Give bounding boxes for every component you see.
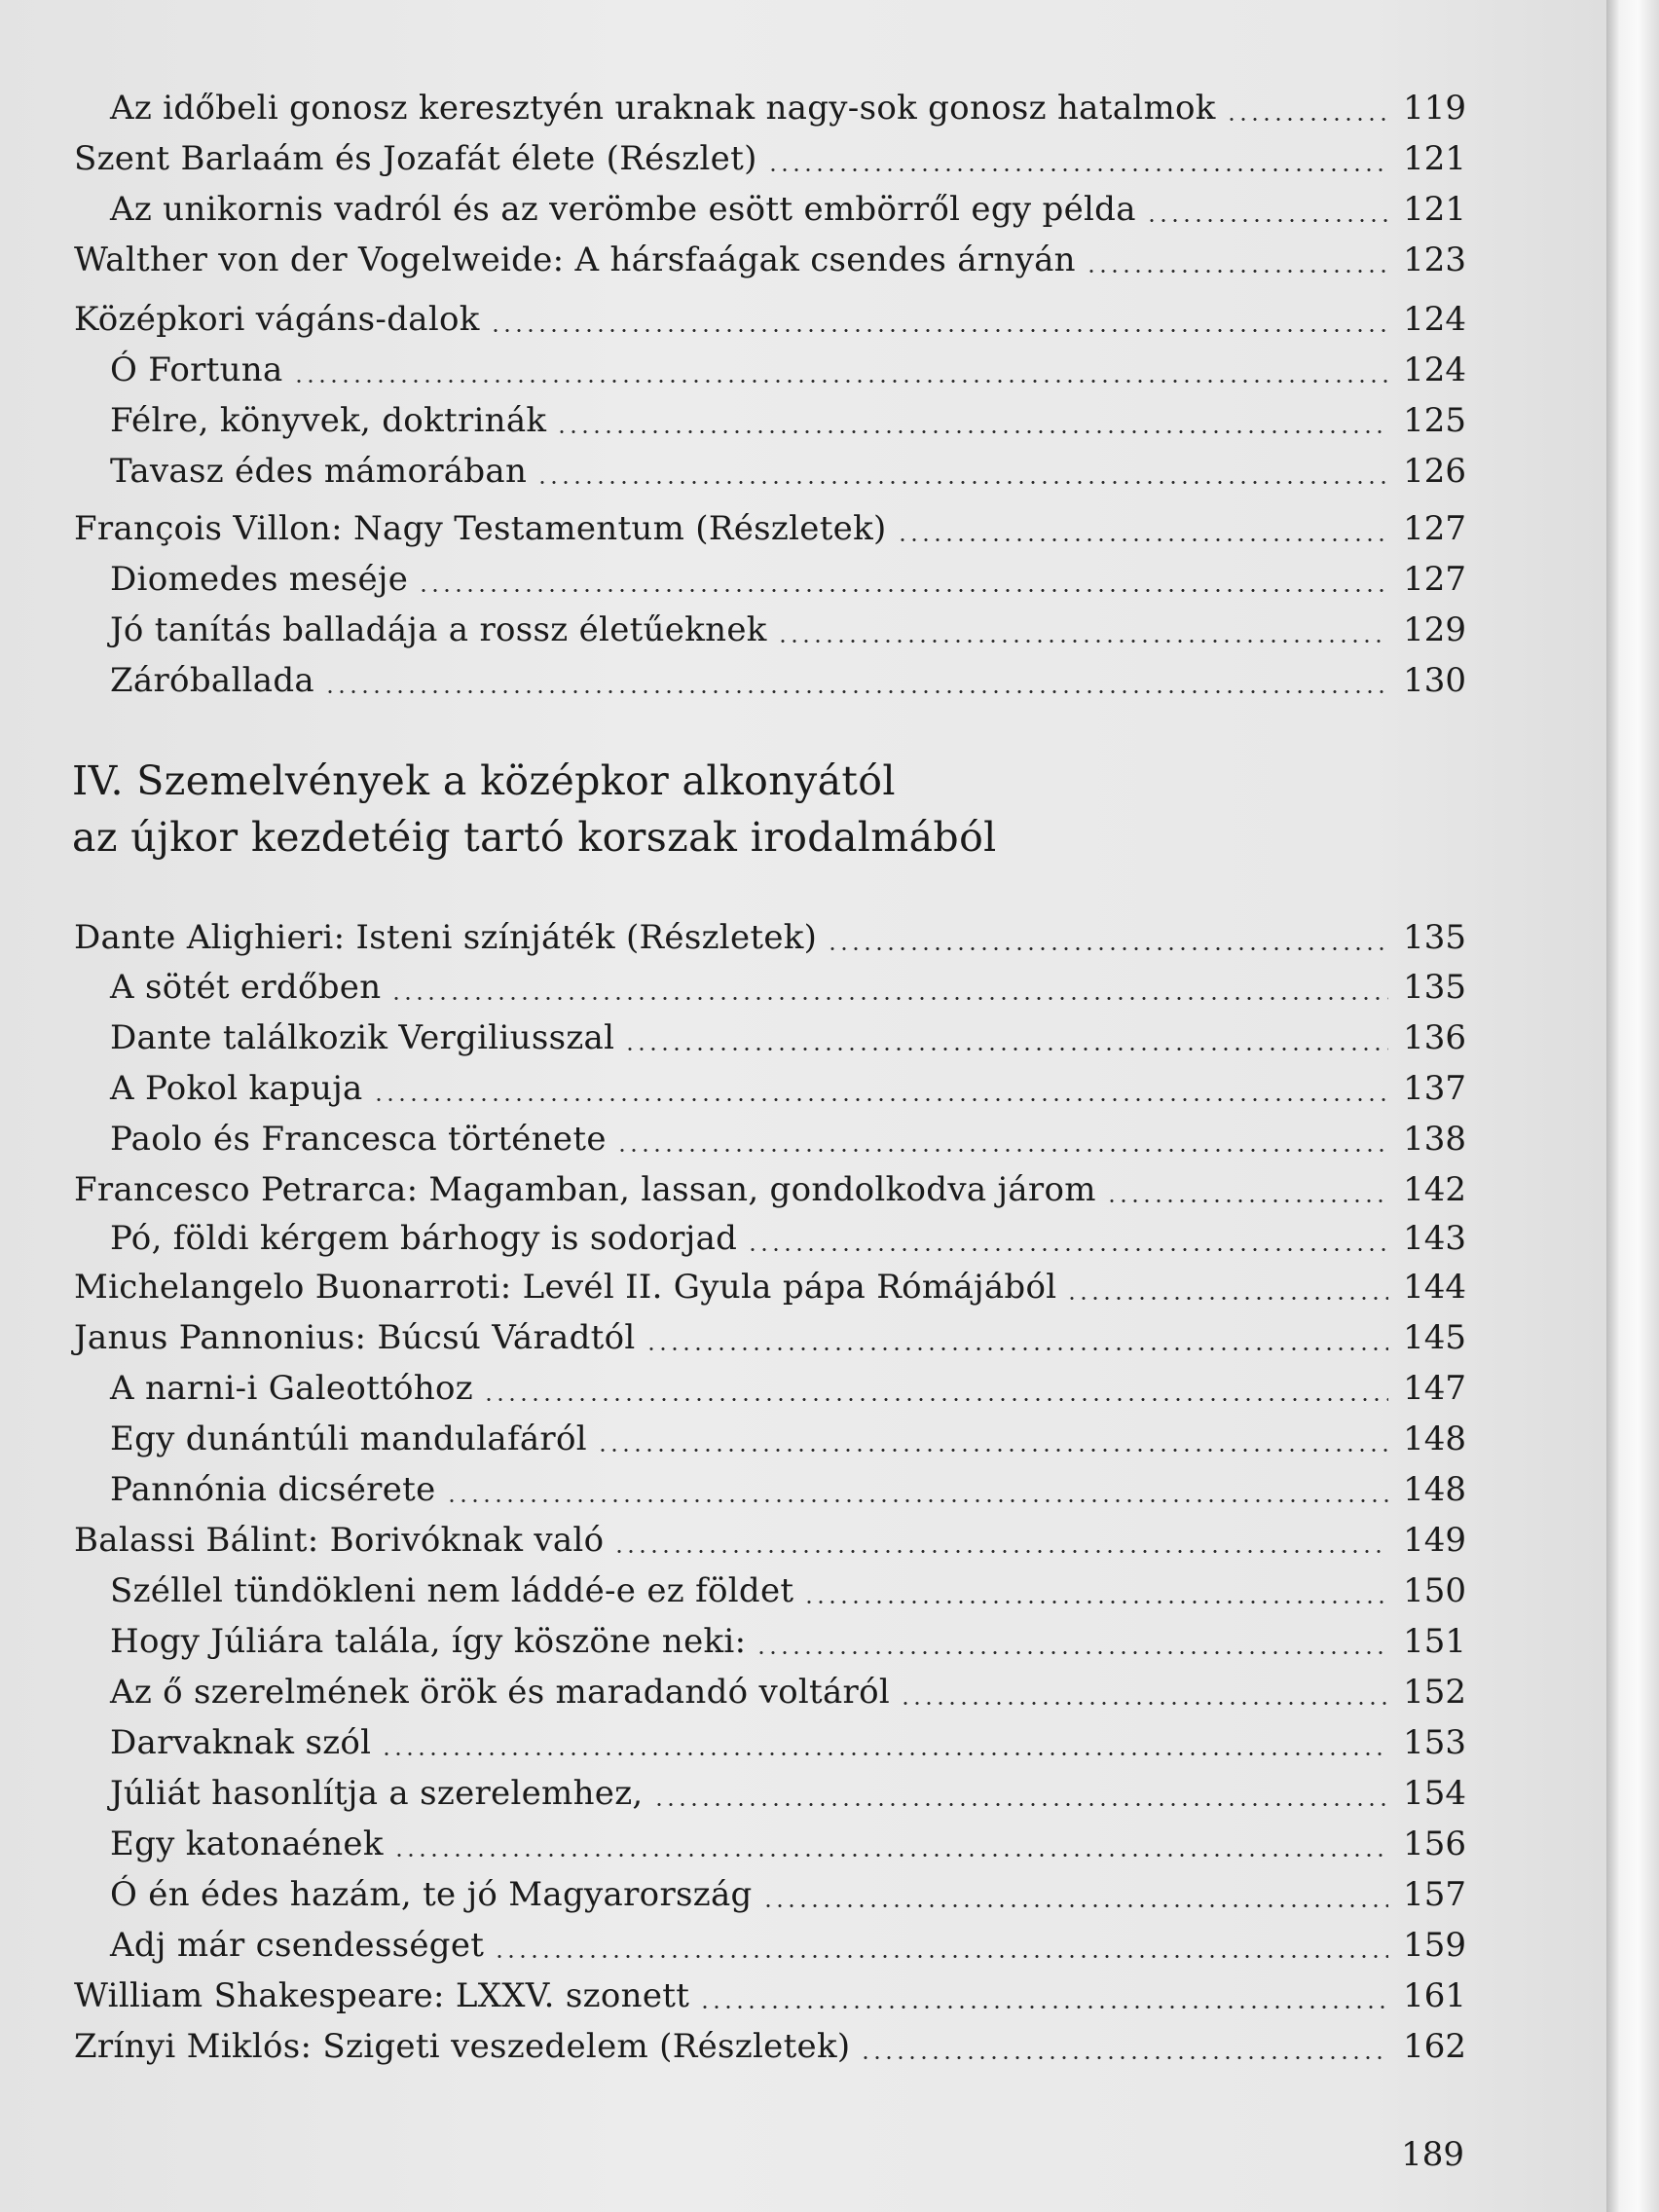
toc-entry <box>110 1923 1466 1968</box>
dot-leader <box>597 1449 1388 1452</box>
entry-page-number: 145 <box>1403 1318 1466 1357</box>
dot-leader <box>324 690 1388 693</box>
entry-title: A sötét erdőben <box>110 968 382 1007</box>
entry-page-number: 157 <box>1403 1875 1466 1914</box>
toc-entry <box>110 398 1466 443</box>
entry-title: Hogy Júliára talála, így köszöne neki: <box>110 1622 747 1661</box>
entry-page-number: 154 <box>1403 1774 1466 1813</box>
entry-title: Adj már csendességet <box>110 1926 485 1965</box>
dot-leader <box>803 1601 1388 1604</box>
page-edge <box>1606 0 1659 2212</box>
toc-entry <box>110 187 1466 232</box>
section-heading-line-2: az újkor kezdetéig tartó korszak irodalmából <box>72 814 997 861</box>
toc-entry <box>110 1619 1466 1664</box>
dot-leader <box>624 1048 1388 1051</box>
toc-entry <box>74 297 1466 342</box>
entry-title: François Villon: Nagy Testamentum (Részletek) <box>74 509 887 548</box>
entry-page-number: 121 <box>1403 139 1466 178</box>
dot-leader <box>699 2006 1388 2009</box>
toc-entry <box>74 1973 1466 2018</box>
dot-leader <box>1106 1199 1388 1202</box>
entry-page-number: 151 <box>1403 1622 1466 1661</box>
toc-entry <box>74 136 1466 181</box>
dot-leader <box>777 640 1388 643</box>
dot-leader <box>483 1398 1388 1401</box>
dot-leader <box>536 481 1388 484</box>
dot-leader <box>653 1803 1388 1806</box>
entry-title: Ó én édes hazám, te jó Magyarország <box>110 1875 753 1914</box>
entry-page-number: 121 <box>1403 190 1466 229</box>
entry-title: Francesco Petrarca: Magamban, lassan, gondolkodva járom <box>74 1170 1096 1209</box>
entry-title: Egy katonaének <box>110 1825 384 1863</box>
toc-entry <box>74 1518 1466 1563</box>
entry-page-number: 142 <box>1403 1170 1466 1209</box>
entry-title: William Shakespeare: LXXV. szonett <box>74 1976 690 2015</box>
entry-title: Szent Barlaám és Jozafát élete (Részlet) <box>74 139 757 178</box>
entry-page-number: 149 <box>1403 1521 1466 1560</box>
entry-page-number: 159 <box>1403 1926 1466 1965</box>
entry-page-number: 125 <box>1403 401 1466 440</box>
entry-title: Jó tanítás balladája a rossz életűeknek <box>110 610 767 649</box>
entry-page-number: 127 <box>1403 509 1466 548</box>
toc-entry <box>110 1822 1466 1866</box>
toc-entry <box>74 1265 1466 1309</box>
entry-page-number: 143 <box>1403 1219 1466 1258</box>
entry-page-number: 137 <box>1403 1069 1466 1108</box>
entry-title: Dante találkozik Vergiliusszal <box>110 1018 615 1057</box>
entry-page-number: 147 <box>1403 1369 1466 1408</box>
dot-leader <box>645 1347 1388 1350</box>
toc-entry <box>110 1568 1466 1613</box>
toc-entry <box>74 506 1466 551</box>
entry-title: Diomedes meséje <box>110 560 409 599</box>
entry-title: Félre, könyvek, doktrinák <box>110 401 547 440</box>
entry-page-number: 138 <box>1403 1120 1466 1159</box>
toc-entry <box>110 1771 1466 1816</box>
entry-title: Tavasz édes mámorában <box>110 452 528 491</box>
entry-title: Michelangelo Buonarroti: Levél II. Gyula pápa Rómájából <box>74 1268 1057 1307</box>
dot-leader <box>767 168 1388 171</box>
toc-entry <box>110 1015 1466 1060</box>
dot-leader <box>860 2056 1388 2059</box>
dot-leader <box>1146 219 1388 222</box>
toc-entry <box>74 1315 1466 1360</box>
entry-title: A Pokol kapuja <box>110 1069 363 1108</box>
toc-entry <box>74 915 1466 960</box>
toc-entry <box>110 557 1466 602</box>
entry-title: Az időbeli gonosz keresztyén uraknak nagy-sok gonosz hatalmok <box>110 89 1216 128</box>
entry-page-number: 148 <box>1403 1419 1466 1458</box>
dot-leader <box>494 1955 1388 1958</box>
entry-page-number: 153 <box>1403 1723 1466 1762</box>
entry-title: Középkori vágáns-dalok <box>74 300 480 339</box>
entry-title: Walther von der Vogelweide: A hársfaágak csendes árnyán <box>74 240 1076 279</box>
entry-page-number: 150 <box>1403 1571 1466 1610</box>
entry-title: Széllel tündökleni nem láddé-e ez földet <box>110 1571 794 1610</box>
entry-page-number: 162 <box>1403 2027 1466 2066</box>
toc-entry <box>110 1872 1466 1917</box>
toc-entry <box>110 449 1466 494</box>
dot-leader <box>827 947 1388 950</box>
entry-page-number: 129 <box>1403 610 1466 649</box>
entry-title: Paolo és Francesca története <box>110 1120 607 1159</box>
entry-title: Pó, földi kérgem bárhogy is sodorjad <box>110 1219 738 1258</box>
entry-page-number: 119 <box>1403 89 1466 128</box>
entry-page-number: 123 <box>1403 240 1466 279</box>
entry-title: Zrínyi Miklós: Szigeti veszedelem (Részletek) <box>74 2027 851 2066</box>
toc-entry <box>110 608 1466 652</box>
entry-title: Az unikornis vadról és az verömbe esött embörről egy példa <box>110 190 1136 229</box>
entry-page-number: 136 <box>1403 1018 1466 1057</box>
entry-page-number: 130 <box>1403 661 1466 700</box>
entry-page-number: 156 <box>1403 1825 1466 1863</box>
dot-leader <box>293 380 1388 383</box>
toc-entry <box>110 965 1466 1010</box>
dot-leader <box>613 1550 1388 1553</box>
dot-leader <box>756 1651 1388 1654</box>
dot-leader <box>390 997 1388 1000</box>
dot-leader <box>418 589 1388 592</box>
entry-title: Az ő szerelmének örök és maradandó voltáról <box>110 1673 891 1712</box>
dot-leader <box>1086 270 1388 273</box>
entry-title: Ó Fortuna <box>110 350 283 389</box>
entry-page-number: 161 <box>1403 1976 1466 2015</box>
dot-leader <box>616 1149 1388 1152</box>
toc-entry <box>110 1670 1466 1714</box>
toc-entry <box>110 1216 1466 1261</box>
entry-title: Egy dunántúli mandulafáról <box>110 1419 587 1458</box>
dot-leader <box>897 538 1388 541</box>
dot-leader <box>381 1752 1388 1755</box>
entry-page-number: 135 <box>1403 968 1466 1007</box>
toc-entry <box>110 1066 1466 1111</box>
entry-page-number: 148 <box>1403 1470 1466 1509</box>
dot-leader <box>393 1854 1388 1857</box>
entry-page-number: 135 <box>1403 918 1466 957</box>
entry-page-number: 127 <box>1403 560 1466 599</box>
entry-page-number: 126 <box>1403 452 1466 491</box>
dot-leader <box>747 1248 1388 1251</box>
section-heading-line-1: IV. Szemelvények a középkor alkonyától <box>72 757 896 804</box>
dot-leader <box>556 430 1388 433</box>
dot-leader <box>373 1098 1388 1101</box>
toc-entry <box>110 348 1466 392</box>
page-number: 189 <box>1401 2135 1464 2174</box>
entry-page-number: 124 <box>1403 300 1466 339</box>
entry-page-number: 144 <box>1403 1268 1466 1307</box>
toc-entry <box>74 1167 1466 1212</box>
entry-page-number: 152 <box>1403 1673 1466 1712</box>
toc-entry <box>110 658 1466 703</box>
toc-entry <box>110 1117 1466 1161</box>
entry-title: Dante Alighieri: Isteni színjáték (Részletek) <box>74 918 818 957</box>
dot-leader <box>762 1904 1388 1907</box>
entry-title: Balassi Bálint: Borivóknak való <box>74 1521 605 1560</box>
entry-page-number: 124 <box>1403 350 1466 389</box>
entry-title: Pannónia dicsérete <box>110 1470 436 1509</box>
toc-entry <box>110 1720 1466 1765</box>
entry-title: Janus Pannonius: Búcsú Váradtól <box>74 1318 636 1357</box>
toc-entry <box>110 1366 1466 1411</box>
entry-title: A narni-i Galeottóhoz <box>110 1369 473 1408</box>
dot-leader <box>1066 1297 1388 1300</box>
entry-title: Júliát hasonlítja a szerelemhez, <box>110 1774 644 1813</box>
entry-title: Darvaknak szól <box>110 1723 372 1762</box>
toc-entry <box>110 86 1466 130</box>
dot-leader <box>1226 118 1388 121</box>
toc-entry <box>110 1417 1466 1461</box>
toc-entry <box>74 2024 1466 2069</box>
toc-entry <box>110 1467 1466 1512</box>
entry-title: Záróballada <box>110 661 315 700</box>
dot-leader <box>446 1499 1388 1502</box>
toc-entry <box>74 238 1466 282</box>
dot-leader <box>900 1702 1388 1705</box>
dot-leader <box>490 329 1388 332</box>
